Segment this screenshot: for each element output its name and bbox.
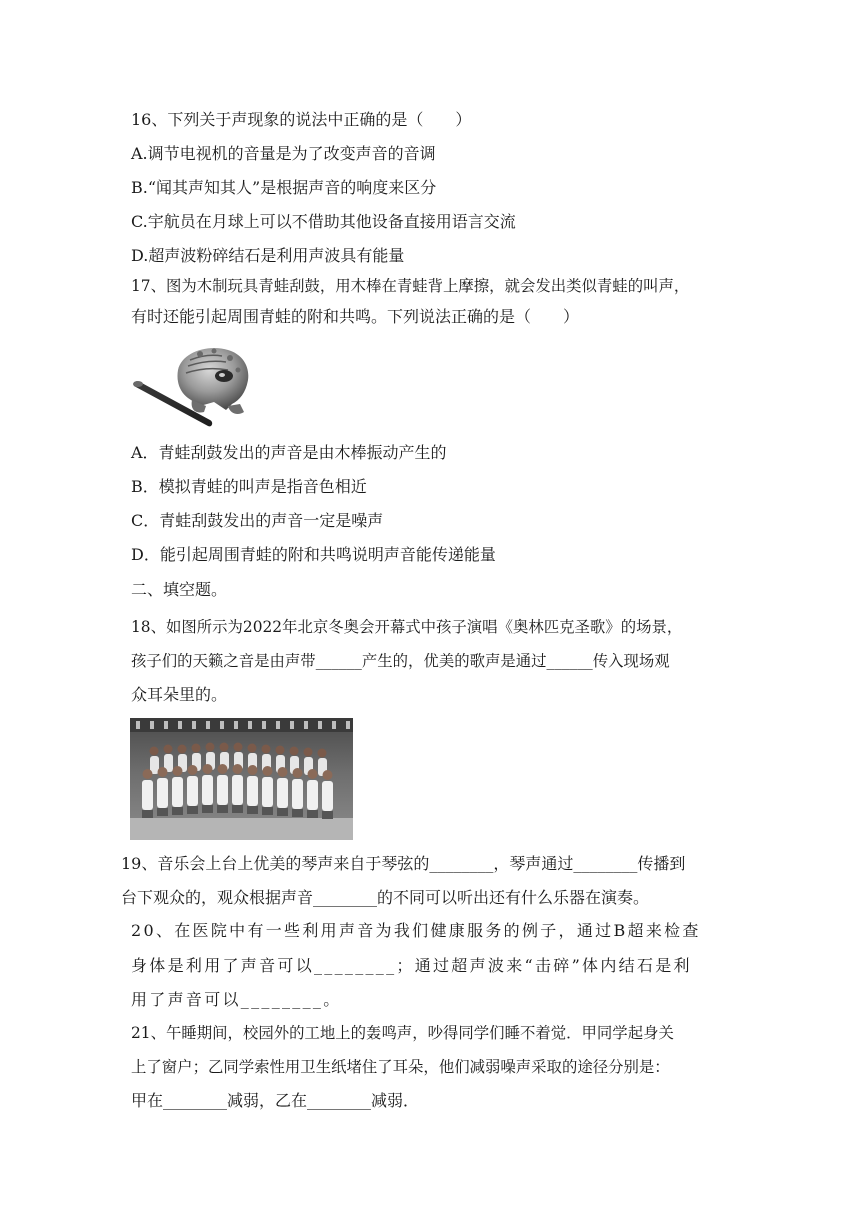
q17-option-d: D．能引起周围青蛙的附和共鸣说明声音能传递能量 [131,545,496,564]
q20-line1: 20、在医院中有一些利用声音为我们健康服务的例子，通过B超来检查 [131,921,701,940]
q16-option-d: D.超声波粉碎结石是利用声波具有能量 [131,246,405,265]
q18-line3: 众耳朵里的。 [131,685,228,704]
q19-line2: 台下观众的，观众根据声音________的不同可以听出还有什么乐器在演奏。 [121,888,650,907]
frog-guiro-image [130,340,255,430]
q17-option-a: A．青蛙刮鼓发出的声音是由木棒振动产生的 [131,443,447,462]
section-heading: 二、填空题。 [131,580,228,599]
q21-line2: 上了窗户；乙同学索性用卫生纸堵住了耳朵，他们减弱噪声采取的途径分别是： [131,1058,670,1076]
q20-line3: 用了声音可以________。 [131,990,342,1009]
q16-stem: 16、下列关于声现象的说法中正确的是（ ） [131,110,472,129]
q16-option-a: A.调节电视机的音量是为了改变声音的音调 [131,144,436,163]
q17-stem-line2: 有时还能引起周围青蛙的附和共鸣。下列说法正确的是（ ） [131,307,580,326]
q21-line1: 21、午睡期间，校园外的工地上的轰鸣声，吵得同学们睡不着觉．甲同学起身关 [131,1024,674,1042]
q17-option-c: C．青蛙刮鼓发出的声音一定是噪声 [131,511,384,530]
q16-option-b: B.“闻其声知其人”是根据声音的响度来区分 [131,178,437,197]
choir-performance-image [130,718,353,840]
q18-line1: 18、如图所示为2022年北京冬奥会开幕式中孩子演唱《奥林匹克圣歌》的场景， [131,618,683,636]
q16-option-c: C.宇航员在月球上可以不借助其他设备直接用语言交流 [131,212,516,231]
q17-option-b: B．模拟青蛙的叫声是指音色相近 [131,477,367,496]
q18-line2: 孩子们的天籁之音是由声带______产生的，优美的歌声是通过______传入现场观 [131,652,670,670]
q20-line2: 身体是利用了声音可以________；通过超声波来“击碎”体内结石是利 [131,956,692,975]
q21-line3: 甲在________减弱，乙在________减弱． [131,1091,420,1110]
q17-stem-line1: 17、图为木制玩具青蛙刮鼓，用木棒在青蛙背上摩擦，就会发出类似青蛙的叫声， [131,277,690,295]
q19-line1: 19、音乐会上台上优美的琴声来自于琴弦的________，琴声通过________传播到 [121,854,686,873]
